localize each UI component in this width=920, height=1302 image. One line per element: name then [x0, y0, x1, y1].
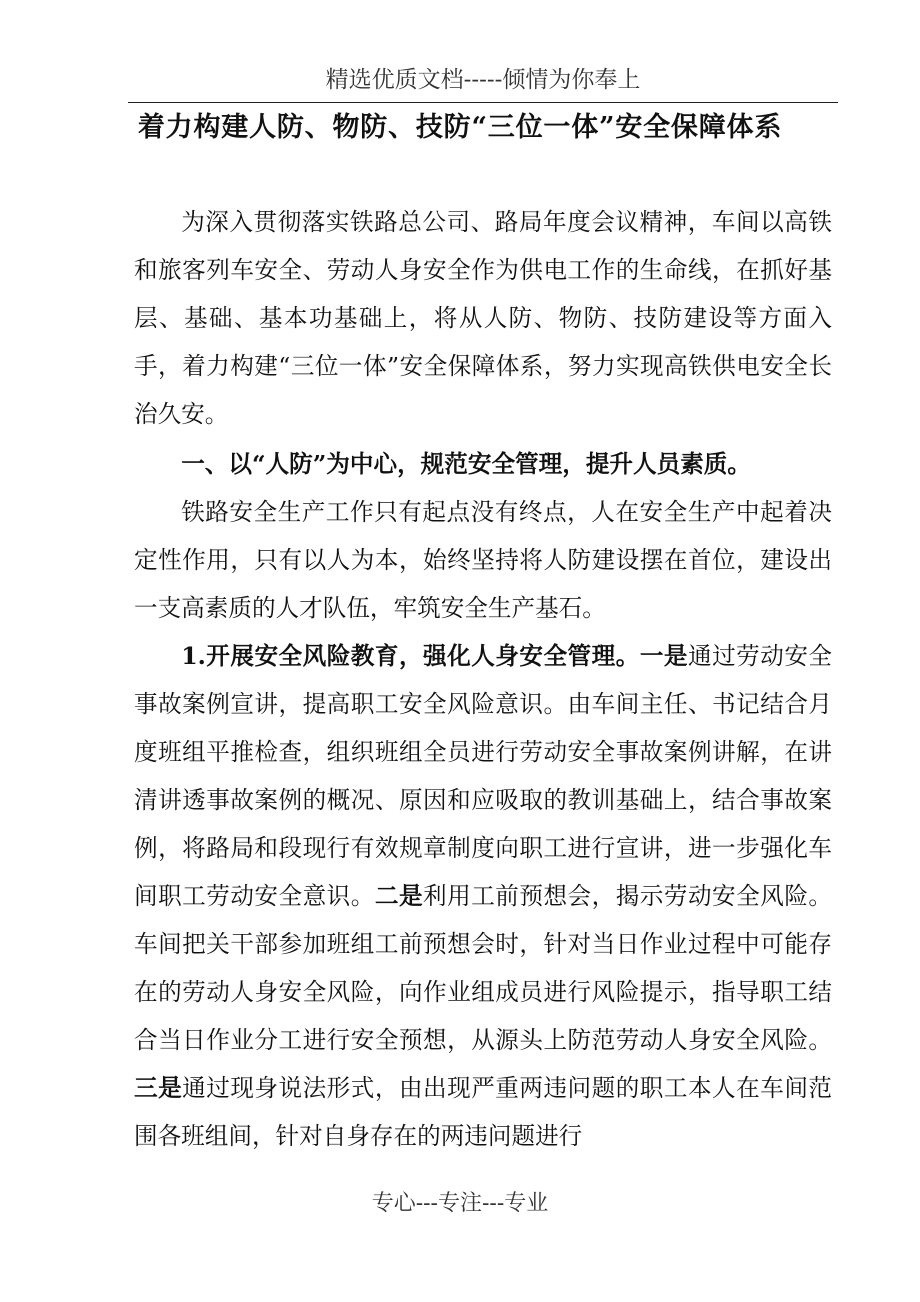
item-1-paragraph — [134, 632, 832, 1160]
document-title: 着力构建人防、物防、技防“三位一体”安全保障体系 — [137, 112, 783, 143]
header-text: 精选优质文档-----倾情为你奉上 — [325, 67, 641, 93]
document-body — [134, 198, 832, 1160]
item-1-text-3: 通过现身说法形式，由出现严重两违问题的职工本人在车间范围各班组间，针对自身存在的两违问题进行 — [134, 1074, 832, 1150]
keyword-third: 三是 — [134, 1074, 183, 1102]
page-footer: 专心---专注---专业 — [371, 1191, 549, 1216]
item-1-text-1: 通过劳动安全事故案例宣讲，提高职工安全风险意识。由车间主任、书记结合月度班组平推检查，组织班组全员进行劳动安全事故案例讲解，在讲清讲透事故案例的概况、原因和应吸取的教训基础上，结合事故案例，将路局和段现行有效规章制度向职工进行宣讲，进一步强化车间职工劳动安全意识。 — [134, 642, 832, 910]
item-1-text-2: 利用工前预想会，揭示劳动安全风险。车间把关干部参加班组工前预想会时，针对当日作业过程中可能存在的劳动人身安全风险，向作业组成员进行风险提示，指导职工结合当日作业分工进行安全预想，从源头上防范劳动人身安全风险。 — [134, 882, 832, 1054]
section-1-heading: 一、以“人防”为中心，规范安全管理，提升人员素质。 — [181, 450, 751, 478]
section-1-paragraph: 铁路安全生产工作只有起点没有终点，人在安全生产中起着决定性作用，只有以人为本，始终坚持将人防建设摆在首位，建设出一支高素质的人才队伍，牢筑安全生产基石。 — [134, 498, 832, 622]
item-1-heading: 1.开展安全风险教育，强化人身安全管理。 — [181, 642, 640, 670]
intro-paragraph: 为深入贯彻落实铁路总公司、路局年度会议精神，车间以高铁和旅客列车安全、劳动人身安全作为供电工作的生命线，在抓好基层、基础、基本功基础上，将从人防、物防、技防建设等方面入手，着力构建“三位一体”安全保障体系，努力实现高铁供电安全长治久安。 — [134, 208, 832, 428]
keyword-second: 二是 — [374, 882, 424, 910]
keyword-first: 一是 — [639, 642, 688, 670]
page-header — [128, 58, 838, 103]
